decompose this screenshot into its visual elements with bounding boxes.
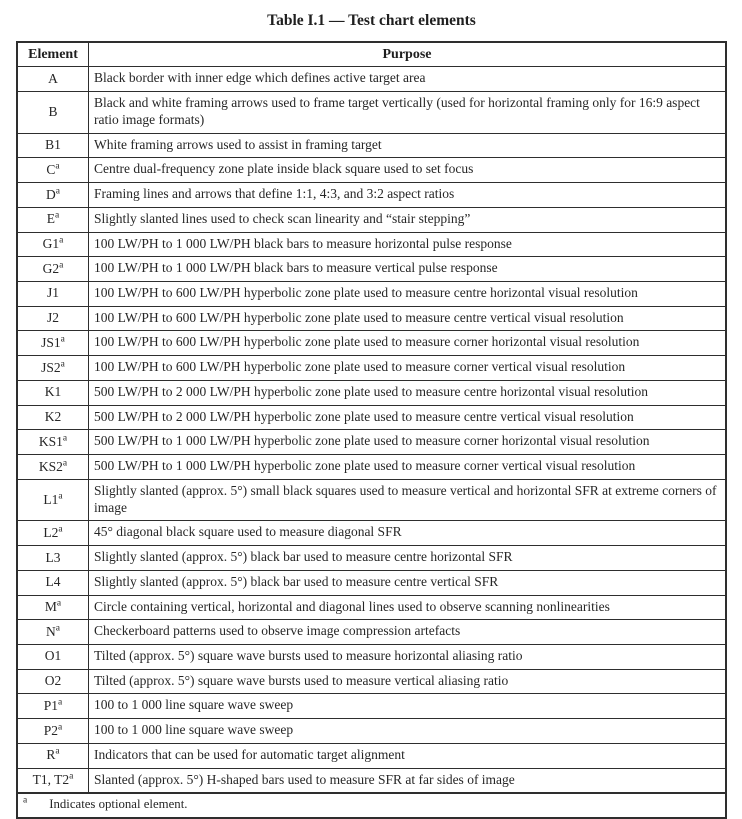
- table-row: [17, 380, 726, 405]
- element-label: B1: [45, 137, 61, 153]
- purpose-cell: White framing arrows used to assist in framing target: [89, 133, 727, 158]
- purpose-cell: Framing lines and arrows that define 1:1, 4:3, and 3:2 aspect ratios: [89, 183, 727, 208]
- purpose-cell: 100 to 1 000 line square wave sweep: [89, 719, 727, 744]
- element-cell: [17, 405, 89, 430]
- element-cell: [17, 207, 89, 232]
- table-row: [17, 595, 726, 620]
- table-row: [17, 521, 726, 546]
- footnote-text: Indicates optional element.: [49, 797, 188, 812]
- table-row: [17, 694, 726, 719]
- table-row: [17, 405, 726, 430]
- purpose-cell: 100 LW/PH to 600 LW/PH hyperbolic zone plate used to measure corner horizontal visual resolution: [89, 331, 727, 356]
- element-optional-superscript: a: [58, 722, 63, 733]
- element-cell: [17, 380, 89, 405]
- element-label: N: [46, 623, 56, 639]
- element-cell: [17, 183, 89, 208]
- element-label: T1, T2: [32, 772, 70, 788]
- element-label: R: [46, 747, 56, 763]
- purpose-cell: 100 LW/PH to 600 LW/PH hyperbolic zone plate used to measure centre vertical visual resolution: [89, 306, 727, 331]
- element-cell: [17, 92, 89, 133]
- table-row: [17, 669, 726, 694]
- element-optional-superscript: a: [58, 697, 63, 708]
- element-label: A: [48, 70, 58, 86]
- element-label: K2: [44, 409, 62, 425]
- element-label: KS1: [38, 433, 63, 449]
- purpose-cell: Slightly slanted (approx. 5°) small black squares used to measure vertical and horizontal SFR at extreme corners of image: [89, 479, 727, 520]
- table-row: [17, 207, 726, 232]
- footnote-row: [17, 793, 726, 818]
- element-cell: [17, 546, 89, 571]
- column-header-purpose: Purpose: [89, 42, 727, 67]
- element-label: D: [46, 186, 56, 202]
- table-row: [17, 331, 726, 356]
- table-row: [17, 356, 726, 381]
- purpose-cell: Centre dual-frequency zone plate inside black square used to set focus: [89, 158, 727, 183]
- element-cell: [17, 306, 89, 331]
- element-optional-superscript: a: [69, 771, 74, 782]
- purpose-cell: Checkerboard patterns used to observe image compression artefacts: [89, 620, 727, 645]
- element-cell: [17, 669, 89, 694]
- table-row: [17, 768, 726, 793]
- element-label: KS2: [38, 458, 63, 474]
- purpose-cell: 500 LW/PH to 1 000 LW/PH hyperbolic zone plate used to measure corner vertical visual resolution: [89, 455, 727, 480]
- element-label: M: [44, 599, 57, 615]
- element-optional-superscript: a: [55, 161, 60, 172]
- purpose-cell: Slightly slanted (approx. 5°) black bar used to measure centre horizontal SFR: [89, 546, 727, 571]
- purpose-cell: Tilted (approx. 5°) square wave bursts used to measure horizontal aliasing ratio: [89, 644, 727, 669]
- element-label: E: [46, 211, 56, 227]
- element-cell: [17, 570, 89, 595]
- element-label: L4: [45, 574, 61, 590]
- element-label: P1: [43, 697, 59, 713]
- element-label: G2: [42, 260, 60, 276]
- table-row: [17, 719, 726, 744]
- element-label: L3: [45, 549, 61, 565]
- table-row: [17, 479, 726, 520]
- element-label: K1: [44, 384, 62, 400]
- table-row: [17, 133, 726, 158]
- table-row: [17, 281, 726, 306]
- purpose-cell: 45° diagonal black square used to measure diagonal SFR: [89, 521, 727, 546]
- element-label: G1: [42, 236, 60, 251]
- table-row: [17, 158, 726, 183]
- table-row: [17, 92, 726, 133]
- element-cell: [17, 257, 89, 282]
- element-label: J1: [46, 285, 59, 301]
- test-chart-elements-table: [16, 41, 727, 819]
- element-optional-superscript: a: [55, 186, 60, 197]
- element-optional-superscript: a: [62, 433, 68, 444]
- element-optional-superscript: a: [55, 210, 60, 221]
- purpose-cell: Slanted (approx. 5°) H-shaped bars used to measure SFR at far sides of image: [89, 768, 727, 793]
- table-row: [17, 743, 726, 768]
- element-cell: [17, 455, 89, 480]
- footnote-marker: a: [23, 796, 28, 807]
- element-label: JS1: [41, 334, 61, 350]
- table-row: [17, 67, 726, 92]
- element-label: J2: [46, 310, 59, 326]
- element-cell: [17, 644, 89, 669]
- table-row: [17, 232, 726, 257]
- footnote-cell: [17, 793, 726, 818]
- purpose-cell: 500 LW/PH to 2 000 LW/PH hyperbolic zone plate used to measure centre horizontal visual resolution: [89, 380, 727, 405]
- purpose-cell: 500 LW/PH to 2 000 LW/PH hyperbolic zone plate used to measure centre vertical visual resolution: [89, 405, 727, 430]
- element-label: JS2: [41, 359, 61, 375]
- element-cell: [17, 356, 89, 381]
- element-cell: [17, 158, 89, 183]
- purpose-cell: Indicators that can be used for automatic target alignment: [89, 743, 727, 768]
- table-row: [17, 306, 726, 331]
- purpose-cell: Slightly slanted (approx. 5°) black bar used to measure centre vertical SFR: [89, 570, 727, 595]
- element-optional-superscript: a: [55, 623, 60, 634]
- purpose-cell: Slightly slanted lines used to check scan linearity and “stair stepping”: [89, 207, 727, 232]
- table-row: [17, 546, 726, 571]
- table-title: Table I.1 — Test chart elements: [267, 12, 476, 29]
- table-row: [17, 430, 726, 455]
- purpose-cell: 100 LW/PH to 1 000 LW/PH black bars to measure vertical pulse response: [89, 257, 727, 282]
- element-cell: [17, 331, 89, 356]
- element-optional-superscript: a: [59, 235, 64, 246]
- column-header-element: Element: [17, 42, 89, 67]
- element-label: L1: [43, 491, 59, 507]
- element-cell: [17, 281, 89, 306]
- table-row: [17, 644, 726, 669]
- element-cell: [17, 479, 89, 520]
- table-row: [17, 183, 726, 208]
- purpose-cell: 100 LW/PH to 600 LW/PH hyperbolic zone plate used to measure corner vertical visual resolution: [89, 356, 727, 381]
- element-cell: [17, 133, 89, 158]
- element-cell: [17, 743, 89, 768]
- element-optional-superscript: a: [55, 746, 60, 757]
- element-optional-superscript: a: [58, 524, 63, 535]
- element-optional-superscript: a: [62, 458, 68, 469]
- element-cell: [17, 620, 89, 645]
- purpose-cell: 100 LW/PH to 1 000 LW/PH black bars to measure horizontal pulse response: [89, 232, 727, 257]
- purpose-cell: 100 LW/PH to 600 LW/PH hyperbolic zone plate used to measure centre horizontal visual resolution: [89, 281, 727, 306]
- element-optional-superscript: a: [60, 359, 65, 370]
- element-label: B: [48, 103, 58, 119]
- element-label: C: [46, 161, 56, 177]
- header-row: [17, 42, 726, 67]
- purpose-cell: 100 to 1 000 line square wave sweep: [89, 694, 727, 719]
- table-row: [17, 620, 726, 645]
- element-label: O1: [44, 648, 62, 664]
- purpose-cell: Tilted (approx. 5°) square wave bursts used to measure vertical aliasing ratio: [89, 669, 727, 694]
- purpose-cell: Black and white framing arrows used to frame target vertically (used for horizontal framing only for 16:9 aspect ratio image formats): [89, 92, 727, 133]
- element-cell: [17, 521, 89, 546]
- element-cell: [17, 430, 89, 455]
- element-optional-superscript: a: [59, 260, 64, 271]
- element-cell: [17, 595, 89, 620]
- element-cell: [17, 768, 89, 793]
- element-optional-superscript: a: [56, 598, 62, 609]
- purpose-cell: 500 LW/PH to 1 000 LW/PH hyperbolic zone plate used to measure corner horizontal visual resolution: [89, 430, 727, 455]
- element-label: P2: [43, 722, 59, 738]
- table-row: [17, 570, 726, 595]
- table-row: [17, 455, 726, 480]
- element-cell: [17, 719, 89, 744]
- element-label: L2: [43, 524, 59, 540]
- element-optional-superscript: a: [60, 334, 65, 345]
- purpose-cell: Circle containing vertical, horizontal and diagonal lines used to observe scanning nonlinearities: [89, 595, 727, 620]
- element-cell: [17, 694, 89, 719]
- purpose-cell: Black border with inner edge which defines active target area: [89, 67, 727, 92]
- element-cell: [17, 232, 89, 257]
- element-label: O2: [44, 673, 62, 689]
- element-optional-superscript: a: [58, 491, 63, 502]
- table-row: [17, 257, 726, 282]
- element-cell: [17, 67, 89, 92]
